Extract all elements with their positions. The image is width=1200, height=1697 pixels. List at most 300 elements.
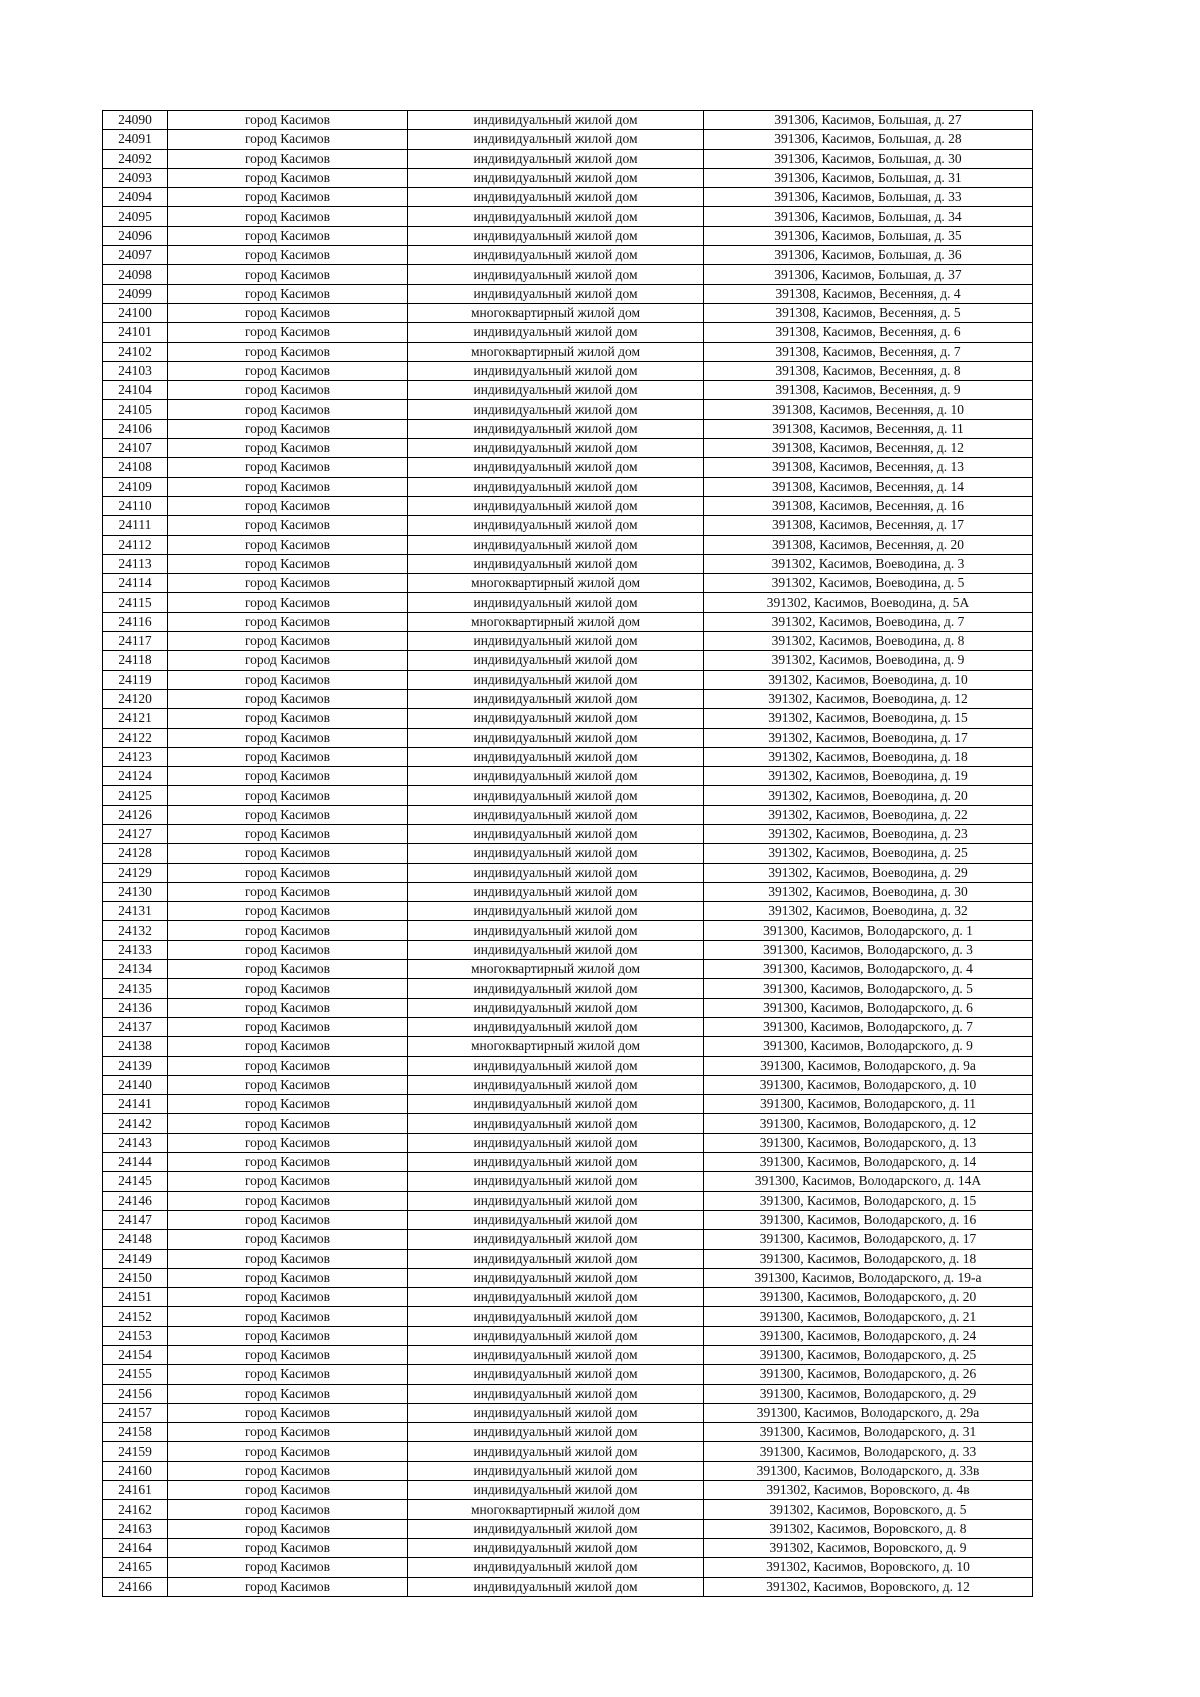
cell-id: 24151: [103, 1288, 168, 1307]
cell-address: 391300, Касимов, Володарского, д. 9: [704, 1037, 1033, 1056]
cell-building-type: индивидуальный жилой дом: [408, 1114, 704, 1133]
table-row: [103, 188, 1033, 207]
table-row: [103, 824, 1033, 843]
table-row: [103, 651, 1033, 670]
cell-id: 24145: [103, 1172, 168, 1191]
table-row: [103, 303, 1033, 322]
table-row: [103, 130, 1033, 149]
cell-locality: город Касимов: [168, 284, 408, 303]
cell-id: 24137: [103, 1017, 168, 1036]
cell-building-type: индивидуальный жилой дом: [408, 805, 704, 824]
cell-building-type: индивидуальный жилой дом: [408, 1095, 704, 1114]
cell-id: 24116: [103, 612, 168, 631]
cell-locality: город Касимов: [168, 439, 408, 458]
cell-id: 24115: [103, 593, 168, 612]
cell-locality: город Касимов: [168, 1481, 408, 1500]
table-row: [103, 1095, 1033, 1114]
cell-locality: город Касимов: [168, 246, 408, 265]
cell-id: 24095: [103, 207, 168, 226]
cell-address: 391302, Касимов, Воеводина, д. 23: [704, 824, 1033, 843]
table-row: [103, 632, 1033, 651]
cell-id: 24128: [103, 844, 168, 863]
cell-address: 391308, Касимов, Весенняя, д. 9: [704, 381, 1033, 400]
table-row: [103, 1210, 1033, 1229]
cell-address: 391302, Касимов, Воеводина, д. 12: [704, 689, 1033, 708]
cell-building-type: индивидуальный жилой дом: [408, 1538, 704, 1557]
cell-building-type: индивидуальный жилой дом: [408, 651, 704, 670]
cell-id: 24130: [103, 882, 168, 901]
cell-address: 391308, Касимов, Весенняя, д. 4: [704, 284, 1033, 303]
cell-locality: город Касимов: [168, 554, 408, 573]
cell-building-type: индивидуальный жилой дом: [408, 1172, 704, 1191]
cell-id: 24129: [103, 863, 168, 882]
cell-address: 391302, Касимов, Воеводина, д. 30: [704, 882, 1033, 901]
table-row: [103, 1307, 1033, 1326]
cell-building-type: многоквартирный жилой дом: [408, 342, 704, 361]
cell-address: 391306, Касимов, Большая, д. 35: [704, 226, 1033, 245]
cell-address: 391302, Касимов, Воеводина, д. 8: [704, 632, 1033, 651]
cell-address: 391302, Касимов, Воеводина, д. 3: [704, 554, 1033, 573]
cell-building-type: индивидуальный жилой дом: [408, 1577, 704, 1596]
cell-building-type: индивидуальный жилой дом: [408, 1403, 704, 1422]
cell-building-type: индивидуальный жилой дом: [408, 786, 704, 805]
cell-address: 391308, Касимов, Весенняя, д. 10: [704, 400, 1033, 419]
table-row: [103, 670, 1033, 689]
cell-building-type: индивидуальный жилой дом: [408, 921, 704, 940]
cell-address: 391308, Касимов, Весенняя, д. 13: [704, 458, 1033, 477]
table-row: [103, 265, 1033, 284]
cell-building-type: индивидуальный жилой дом: [408, 1075, 704, 1094]
cell-address: 391302, Касимов, Воеводина, д. 7: [704, 612, 1033, 631]
cell-address: 391306, Касимов, Большая, д. 31: [704, 168, 1033, 187]
cell-building-type: индивидуальный жилой дом: [408, 1230, 704, 1249]
cell-address: 391306, Касимов, Большая, д. 27: [704, 111, 1033, 130]
table-row: [103, 1268, 1033, 1287]
table-row: [103, 477, 1033, 496]
cell-address: 391308, Касимов, Весенняя, д. 7: [704, 342, 1033, 361]
cell-id: 24090: [103, 111, 168, 130]
cell-address: 391300, Касимов, Володарского, д. 31: [704, 1423, 1033, 1442]
cell-locality: город Касимов: [168, 728, 408, 747]
cell-address: 391300, Касимов, Володарского, д. 14: [704, 1153, 1033, 1172]
cell-locality: город Касимов: [168, 1519, 408, 1538]
cell-building-type: индивидуальный жилой дом: [408, 1326, 704, 1345]
cell-address: 391306, Касимов, Большая, д. 33: [704, 188, 1033, 207]
cell-address: 391300, Касимов, Володарского, д. 29а: [704, 1403, 1033, 1422]
table-row: [103, 1288, 1033, 1307]
cell-locality: город Касимов: [168, 747, 408, 766]
cell-building-type: индивидуальный жилой дом: [408, 323, 704, 342]
cell-id: 24132: [103, 921, 168, 940]
cell-address: 391308, Касимов, Весенняя, д. 6: [704, 323, 1033, 342]
table-row: [103, 1037, 1033, 1056]
cell-id: 24148: [103, 1230, 168, 1249]
cell-building-type: многоквартирный жилой дом: [408, 960, 704, 979]
cell-locality: город Касимов: [168, 1172, 408, 1191]
cell-locality: город Касимов: [168, 303, 408, 322]
cell-locality: город Касимов: [168, 921, 408, 940]
cell-locality: город Касимов: [168, 1133, 408, 1152]
cell-id: 24146: [103, 1191, 168, 1210]
table-row: [103, 342, 1033, 361]
table-row: [103, 786, 1033, 805]
cell-address: 391300, Касимов, Володарского, д. 33в: [704, 1461, 1033, 1480]
table-row: [103, 728, 1033, 747]
cell-building-type: индивидуальный жилой дом: [408, 265, 704, 284]
cell-address: 391302, Касимов, Воеводина, д. 15: [704, 709, 1033, 728]
cell-locality: город Касимов: [168, 805, 408, 824]
cell-locality: город Касимов: [168, 593, 408, 612]
cell-address: 391300, Касимов, Володарского, д. 11: [704, 1095, 1033, 1114]
cell-building-type: индивидуальный жилой дом: [408, 284, 704, 303]
table-row: [103, 1075, 1033, 1094]
cell-address: 391300, Касимов, Володарского, д. 17: [704, 1230, 1033, 1249]
cell-address: 391302, Касимов, Воровского, д. 4в: [704, 1481, 1033, 1500]
cell-id: 24117: [103, 632, 168, 651]
cell-address: 391300, Касимов, Володарского, д. 25: [704, 1346, 1033, 1365]
cell-id: 24133: [103, 940, 168, 959]
cell-address: 391300, Касимов, Володарского, д. 33: [704, 1442, 1033, 1461]
cell-building-type: индивидуальный жилой дом: [408, 593, 704, 612]
cell-building-type: индивидуальный жилой дом: [408, 554, 704, 573]
table-row: [103, 149, 1033, 168]
cell-id: 24118: [103, 651, 168, 670]
cell-id: 24097: [103, 246, 168, 265]
cell-building-type: индивидуальный жилой дом: [408, 535, 704, 554]
cell-address: 391300, Касимов, Володарского, д. 1: [704, 921, 1033, 940]
table-row: [103, 1133, 1033, 1152]
cell-locality: город Касимов: [168, 342, 408, 361]
cell-building-type: индивидуальный жилой дом: [408, 940, 704, 959]
cell-id: 24149: [103, 1249, 168, 1268]
cell-address: 391302, Касимов, Воровского, д. 10: [704, 1558, 1033, 1577]
cell-address: 391302, Касимов, Воеводина, д. 9: [704, 651, 1033, 670]
cell-id: 24166: [103, 1577, 168, 1596]
table-row: [103, 111, 1033, 130]
cell-address: 391300, Касимов, Володарского, д. 3: [704, 940, 1033, 959]
table-row: [103, 882, 1033, 901]
cell-address: 391302, Касимов, Воеводина, д. 22: [704, 805, 1033, 824]
cell-id: 24123: [103, 747, 168, 766]
cell-id: 24135: [103, 979, 168, 998]
table-row: [103, 168, 1033, 187]
table-row: [103, 458, 1033, 477]
cell-locality: город Касимов: [168, 1210, 408, 1229]
cell-building-type: индивидуальный жилой дом: [408, 863, 704, 882]
cell-locality: город Касимов: [168, 400, 408, 419]
cell-id: 24125: [103, 786, 168, 805]
cell-building-type: индивидуальный жилой дом: [408, 130, 704, 149]
cell-address: 391302, Касимов, Воеводина, д. 18: [704, 747, 1033, 766]
cell-id: 24160: [103, 1461, 168, 1480]
cell-id: 24114: [103, 574, 168, 593]
cell-address: 391308, Касимов, Весенняя, д. 14: [704, 477, 1033, 496]
table-row: [103, 1230, 1033, 1249]
cell-id: 24141: [103, 1095, 168, 1114]
cell-address: 391308, Касимов, Весенняя, д. 8: [704, 361, 1033, 380]
cell-id: 24139: [103, 1056, 168, 1075]
cell-locality: город Касимов: [168, 1500, 408, 1519]
cell-building-type: индивидуальный жилой дом: [408, 1153, 704, 1172]
cell-locality: город Касимов: [168, 882, 408, 901]
cell-id: 24112: [103, 535, 168, 554]
table-row: [103, 1558, 1033, 1577]
cell-address: 391302, Касимов, Воровского, д. 8: [704, 1519, 1033, 1538]
cell-locality: город Касимов: [168, 1461, 408, 1480]
cell-address: 391300, Касимов, Володарского, д. 16: [704, 1210, 1033, 1229]
cell-building-type: индивидуальный жилой дом: [408, 1288, 704, 1307]
cell-id: 24091: [103, 130, 168, 149]
table-row: [103, 1172, 1033, 1191]
cell-building-type: индивидуальный жилой дом: [408, 1056, 704, 1075]
cell-building-type: индивидуальный жилой дом: [408, 361, 704, 380]
cell-building-type: индивидуальный жилой дом: [408, 689, 704, 708]
cell-address: 391300, Касимов, Володарского, д. 26: [704, 1365, 1033, 1384]
cell-address: 391302, Касимов, Воеводина, д. 17: [704, 728, 1033, 747]
cell-id: 24147: [103, 1210, 168, 1229]
cell-id: 24103: [103, 361, 168, 380]
table-row: [103, 863, 1033, 882]
cell-locality: город Касимов: [168, 689, 408, 708]
cell-address: 391300, Касимов, Володарского, д. 14А: [704, 1172, 1033, 1191]
cell-building-type: индивидуальный жилой дом: [408, 1384, 704, 1403]
cell-id: 24120: [103, 689, 168, 708]
cell-id: 24157: [103, 1403, 168, 1422]
cell-locality: город Касимов: [168, 419, 408, 438]
cell-address: 391300, Касимов, Володарского, д. 5: [704, 979, 1033, 998]
cell-building-type: индивидуальный жилой дом: [408, 168, 704, 187]
cell-building-type: индивидуальный жилой дом: [408, 1307, 704, 1326]
cell-locality: город Касимов: [168, 226, 408, 245]
cell-address: 391302, Касимов, Воеводина, д. 10: [704, 670, 1033, 689]
cell-building-type: индивидуальный жилой дом: [408, 632, 704, 651]
cell-id: 24100: [103, 303, 168, 322]
cell-id: 24124: [103, 767, 168, 786]
cell-locality: город Касимов: [168, 1403, 408, 1422]
cell-locality: город Касимов: [168, 1558, 408, 1577]
cell-building-type: индивидуальный жилой дом: [408, 496, 704, 515]
cell-address: 391300, Касимов, Володарского, д. 13: [704, 1133, 1033, 1152]
cell-address: 391302, Касимов, Воеводина, д. 19: [704, 767, 1033, 786]
cell-address: 391306, Касимов, Большая, д. 34: [704, 207, 1033, 226]
cell-address: 391300, Касимов, Володарского, д. 18: [704, 1249, 1033, 1268]
table-row: [103, 1500, 1033, 1519]
table-row: [103, 940, 1033, 959]
cell-id: 24144: [103, 1153, 168, 1172]
table-row: [103, 574, 1033, 593]
cell-building-type: индивидуальный жилой дом: [408, 1346, 704, 1365]
table-row: [103, 1384, 1033, 1403]
cell-address: 391302, Касимов, Воеводина, д. 25: [704, 844, 1033, 863]
table-row: [103, 554, 1033, 573]
cell-id: 24165: [103, 1558, 168, 1577]
cell-id: 24094: [103, 188, 168, 207]
cell-locality: город Касимов: [168, 1037, 408, 1056]
cell-building-type: индивидуальный жилой дом: [408, 381, 704, 400]
cell-building-type: индивидуальный жилой дом: [408, 979, 704, 998]
cell-building-type: индивидуальный жилой дом: [408, 670, 704, 689]
cell-id: 24162: [103, 1500, 168, 1519]
cell-id: 24140: [103, 1075, 168, 1094]
cell-building-type: индивидуальный жилой дом: [408, 844, 704, 863]
cell-address: 391300, Касимов, Володарского, д. 21: [704, 1307, 1033, 1326]
cell-locality: город Касимов: [168, 496, 408, 515]
cell-building-type: индивидуальный жилой дом: [408, 419, 704, 438]
cell-id: 24164: [103, 1538, 168, 1557]
cell-address: 391300, Касимов, Володарского, д. 24: [704, 1326, 1033, 1345]
cell-id: 24107: [103, 439, 168, 458]
cell-locality: город Касимов: [168, 1346, 408, 1365]
cell-building-type: многоквартирный жилой дом: [408, 303, 704, 322]
cell-building-type: индивидуальный жилой дом: [408, 1210, 704, 1229]
cell-building-type: индивидуальный жилой дом: [408, 728, 704, 747]
cell-building-type: многоквартирный жилой дом: [408, 574, 704, 593]
cell-locality: город Касимов: [168, 670, 408, 689]
cell-id: 24109: [103, 477, 168, 496]
cell-locality: город Касимов: [168, 1230, 408, 1249]
cell-locality: город Касимов: [168, 1326, 408, 1345]
cell-id: 24150: [103, 1268, 168, 1287]
cell-id: 24127: [103, 824, 168, 843]
table-row: [103, 709, 1033, 728]
table-row: [103, 226, 1033, 245]
cell-locality: город Касимов: [168, 207, 408, 226]
cell-building-type: индивидуальный жилой дом: [408, 1017, 704, 1036]
table-row: [103, 1481, 1033, 1500]
cell-locality: город Касимов: [168, 458, 408, 477]
cell-locality: город Касимов: [168, 188, 408, 207]
cell-address: 391306, Касимов, Большая, д. 28: [704, 130, 1033, 149]
cell-id: 24154: [103, 1346, 168, 1365]
table-row: [103, 747, 1033, 766]
cell-locality: город Касимов: [168, 130, 408, 149]
cell-id: 24122: [103, 728, 168, 747]
cell-building-type: индивидуальный жилой дом: [408, 400, 704, 419]
cell-building-type: индивидуальный жилой дом: [408, 1268, 704, 1287]
cell-locality: город Касимов: [168, 632, 408, 651]
cell-building-type: индивидуальный жилой дом: [408, 439, 704, 458]
cell-locality: город Касимов: [168, 940, 408, 959]
cell-id: 24152: [103, 1307, 168, 1326]
cell-id: 24098: [103, 265, 168, 284]
cell-id: 24159: [103, 1442, 168, 1461]
cell-address: 391302, Касимов, Воеводина, д. 29: [704, 863, 1033, 882]
cell-id: 24134: [103, 960, 168, 979]
cell-building-type: индивидуальный жилой дом: [408, 1461, 704, 1480]
table-row: [103, 1403, 1033, 1422]
cell-building-type: индивидуальный жилой дом: [408, 516, 704, 535]
cell-locality: город Касимов: [168, 1114, 408, 1133]
cell-locality: город Касимов: [168, 516, 408, 535]
cell-id: 24158: [103, 1423, 168, 1442]
cell-building-type: индивидуальный жилой дом: [408, 477, 704, 496]
cell-id: 24106: [103, 419, 168, 438]
cell-building-type: индивидуальный жилой дом: [408, 458, 704, 477]
cell-id: 24136: [103, 998, 168, 1017]
cell-id: 24096: [103, 226, 168, 245]
cell-building-type: индивидуальный жилой дом: [408, 1481, 704, 1500]
cell-locality: город Касимов: [168, 767, 408, 786]
cell-locality: город Касимов: [168, 149, 408, 168]
cell-building-type: индивидуальный жилой дом: [408, 111, 704, 130]
cell-locality: город Касимов: [168, 1056, 408, 1075]
table-row: [103, 246, 1033, 265]
cell-building-type: индивидуальный жилой дом: [408, 1558, 704, 1577]
cell-address: 391306, Касимов, Большая, д. 36: [704, 246, 1033, 265]
cell-building-type: индивидуальный жилой дом: [408, 246, 704, 265]
cell-locality: город Касимов: [168, 1423, 408, 1442]
table-row: [103, 1056, 1033, 1075]
table-row: [103, 612, 1033, 631]
cell-building-type: индивидуальный жилой дом: [408, 1519, 704, 1538]
cell-id: 24111: [103, 516, 168, 535]
cell-locality: город Касимов: [168, 863, 408, 882]
cell-id: 24104: [103, 381, 168, 400]
table-row: [103, 1577, 1033, 1596]
table-row: [103, 921, 1033, 940]
cell-id: 24161: [103, 1481, 168, 1500]
cell-address: 391302, Касимов, Воровского, д. 9: [704, 1538, 1033, 1557]
table-row: [103, 1519, 1033, 1538]
table-row: [103, 361, 1033, 380]
cell-locality: город Касимов: [168, 786, 408, 805]
cell-address: 391300, Касимов, Володарского, д. 15: [704, 1191, 1033, 1210]
cell-address: 391300, Касимов, Володарского, д. 10: [704, 1075, 1033, 1094]
table-row: [103, 1249, 1033, 1268]
cell-locality: город Касимов: [168, 574, 408, 593]
cell-address: 391300, Касимов, Володарского, д. 7: [704, 1017, 1033, 1036]
cell-locality: город Касимов: [168, 1577, 408, 1596]
table-row: [103, 1326, 1033, 1345]
table-row: [103, 439, 1033, 458]
cell-building-type: индивидуальный жилой дом: [408, 709, 704, 728]
cell-address: 391308, Касимов, Весенняя, д. 16: [704, 496, 1033, 515]
cell-address: 391300, Касимов, Володарского, д. 6: [704, 998, 1033, 1017]
table-row: [103, 284, 1033, 303]
cell-address: 391306, Касимов, Большая, д. 37: [704, 265, 1033, 284]
table-row: [103, 689, 1033, 708]
cell-address: 391302, Касимов, Воеводина, д. 5: [704, 574, 1033, 593]
table-row: [103, 1461, 1033, 1480]
table-row: [103, 998, 1033, 1017]
cell-locality: город Касимов: [168, 998, 408, 1017]
table-row: [103, 419, 1033, 438]
cell-building-type: индивидуальный жилой дом: [408, 747, 704, 766]
cell-address: 391300, Касимов, Володарского, д. 12: [704, 1114, 1033, 1133]
cell-address: 391300, Касимов, Володарского, д. 9а: [704, 1056, 1033, 1075]
table-row: [103, 381, 1033, 400]
cell-address: 391300, Касимов, Володарского, д. 4: [704, 960, 1033, 979]
cell-locality: город Касимов: [168, 844, 408, 863]
cell-address: 391300, Касимов, Володарского, д. 20: [704, 1288, 1033, 1307]
cell-locality: город Касимов: [168, 168, 408, 187]
cell-locality: город Касимов: [168, 1268, 408, 1287]
table-row: [103, 1114, 1033, 1133]
cell-locality: город Касимов: [168, 1075, 408, 1094]
cell-locality: город Касимов: [168, 1249, 408, 1268]
cell-id: 24138: [103, 1037, 168, 1056]
cell-address: 391308, Касимов, Весенняя, д. 5: [704, 303, 1033, 322]
cell-address: 391302, Касимов, Воровского, д. 5: [704, 1500, 1033, 1519]
table-row: [103, 979, 1033, 998]
cell-id: 24153: [103, 1326, 168, 1345]
registry-table: [102, 110, 1033, 1597]
cell-locality: город Касимов: [168, 1095, 408, 1114]
cell-id: 24105: [103, 400, 168, 419]
cell-id: 24101: [103, 323, 168, 342]
cell-id: 24155: [103, 1365, 168, 1384]
cell-building-type: индивидуальный жилой дом: [408, 207, 704, 226]
